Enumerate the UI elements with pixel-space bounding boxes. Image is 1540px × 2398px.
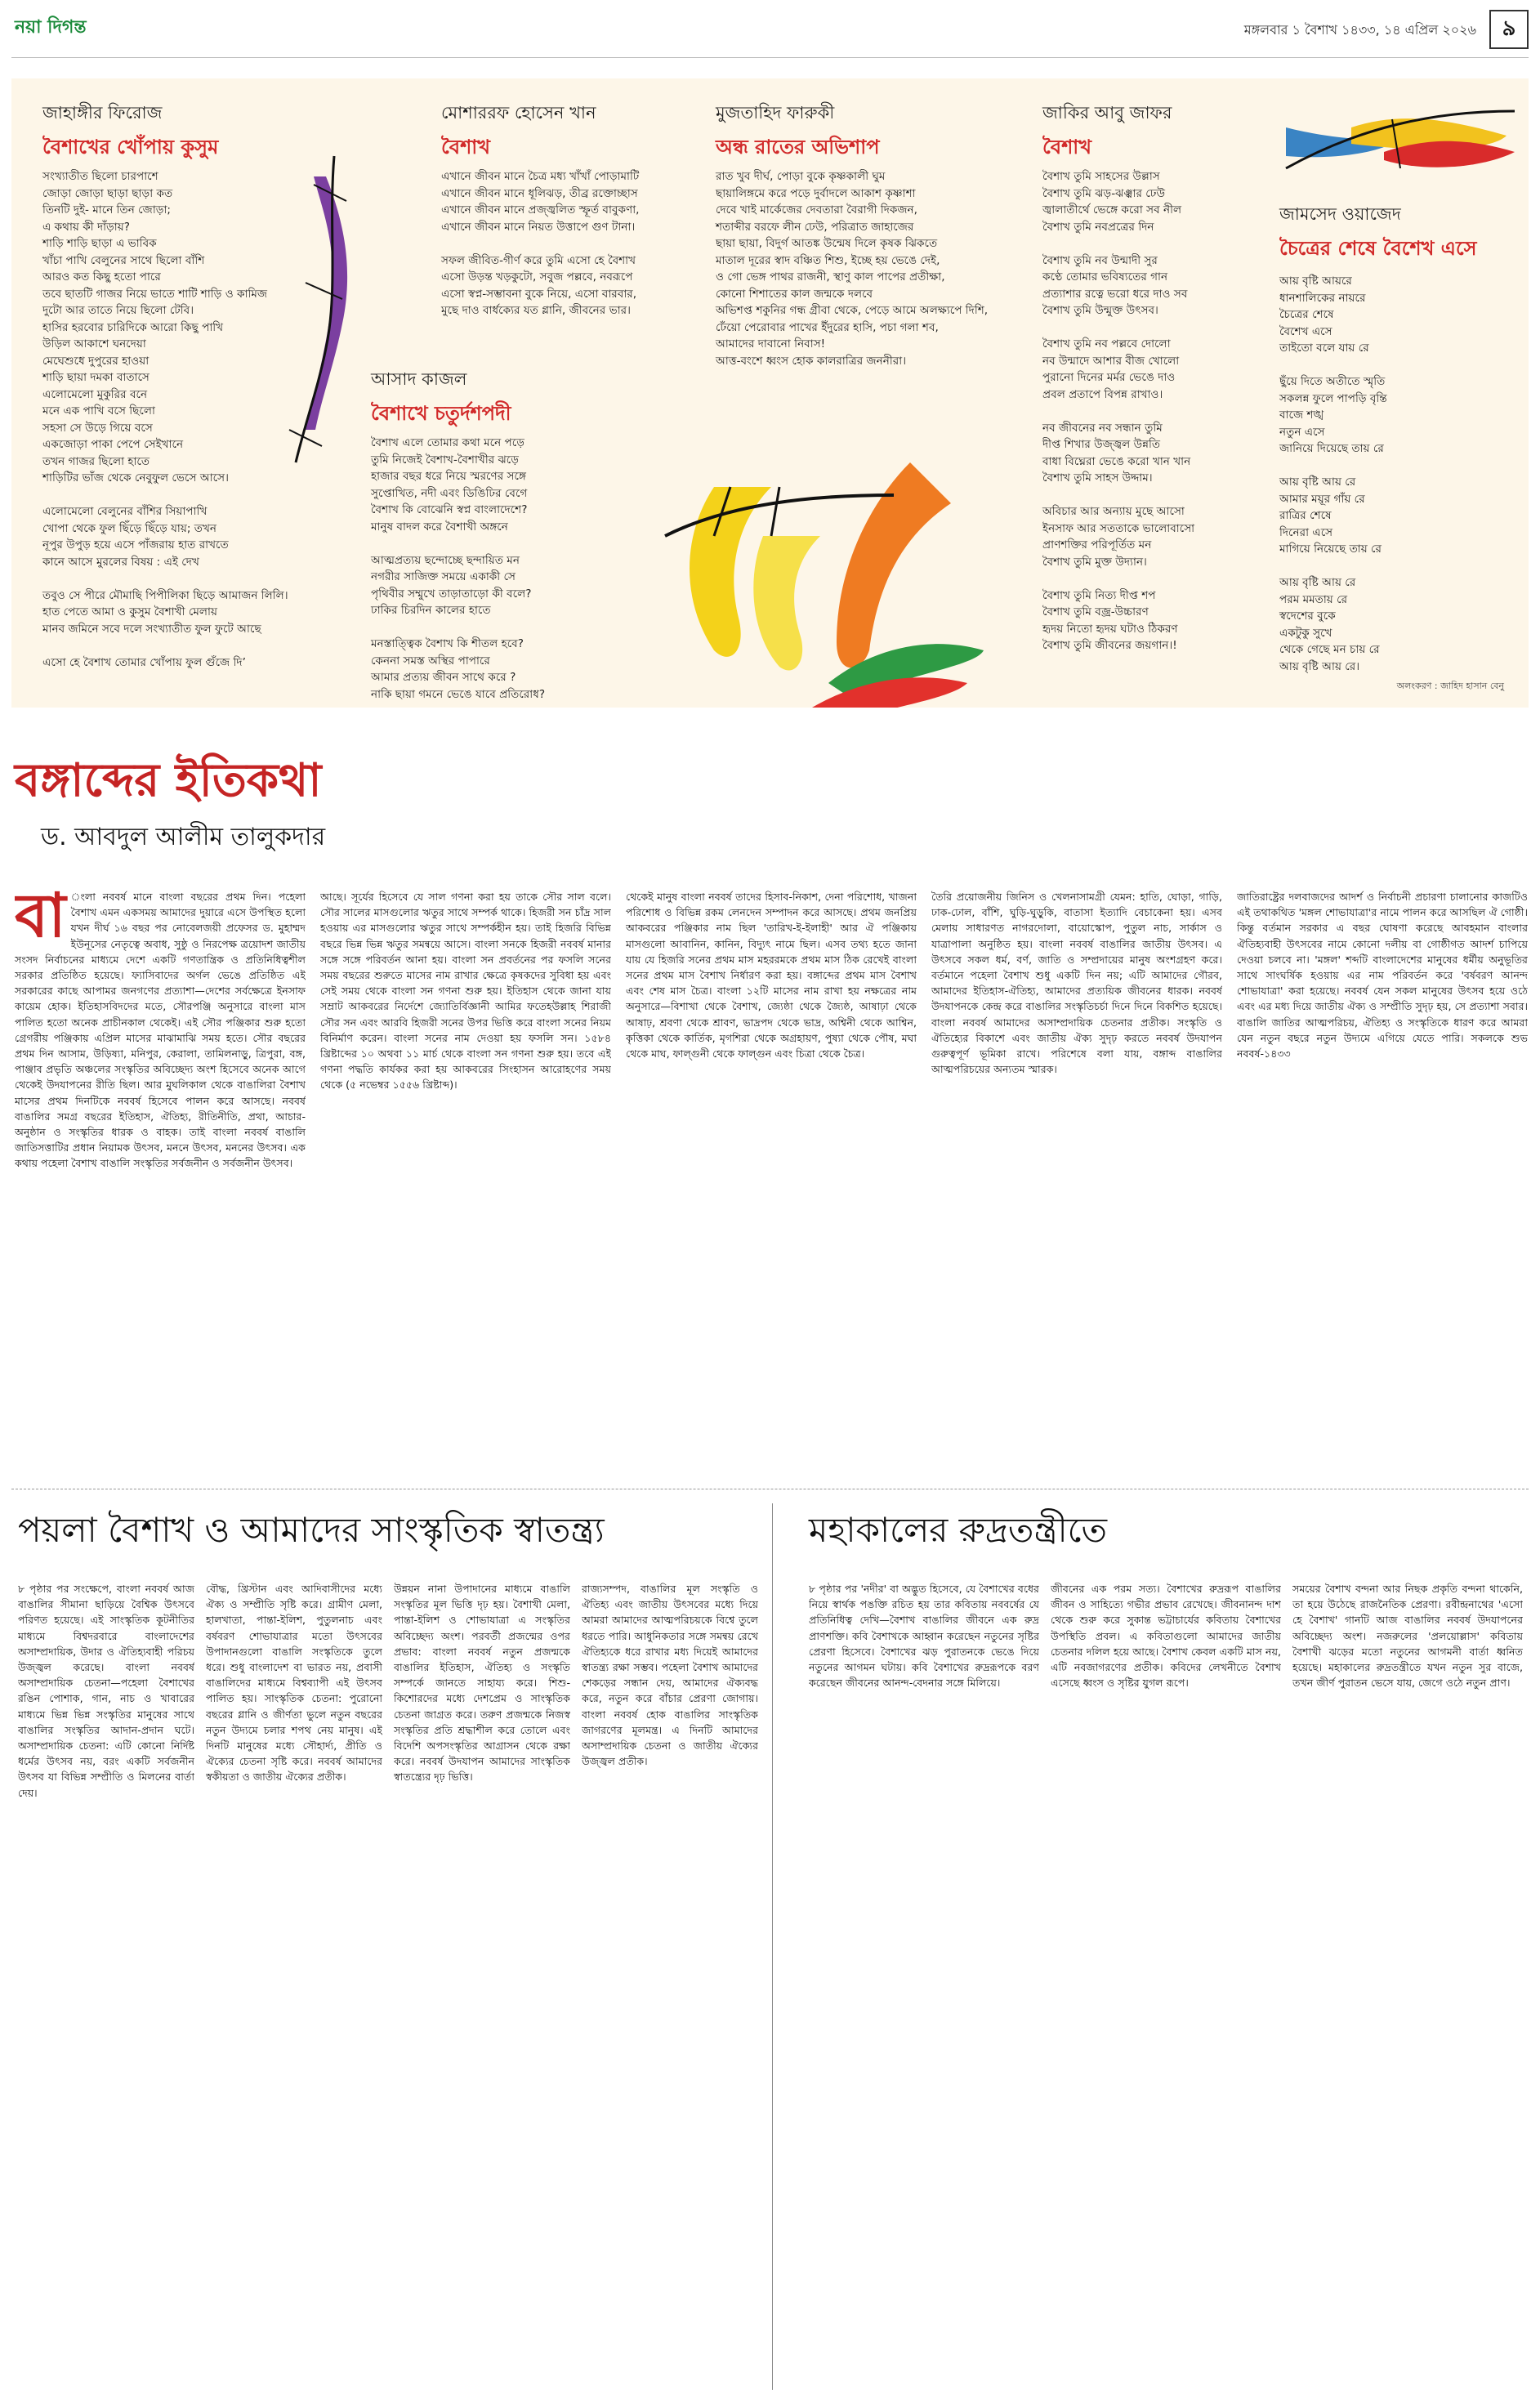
article-column <box>1292 1581 1523 2390</box>
article-column <box>582 1581 758 2390</box>
poet-name: আসাদ কাজল <box>371 369 467 389</box>
poet-name: জাকির আবু জাফর <box>1042 103 1172 123</box>
column-text: রাজ্যসম্পদ, বাঙালির মূল সংস্কৃতি ও ঐতিহ্য এবং জাতীয় উৎসবের মধ্যে দিয়ে আমরা আমাদের আত্মপরিচয়কে বিশ্বে তুলে ধরতে পারি। আধুনিকতার সঙ্গে সমন্বয় রেখে ঐতিহ্যকে ধরে রাখার মধ্য দিয়েই আমাদের স্বাতন্ত্র্য রক্ষা সম্ভব। পহেলা বৈশাখ আমাদের শেকড়ের সন্ধান দেয়, আমাদের ঐক্যবদ্ধ করে, নতুন করে বাঁচার প্রেরণা জোগায়। বাংলা নববর্ষ হোক বাঙালির সাংস্কৃতিক জাগরণের মূলমন্ত্র। এ দিনটি আমাদের অসাম্প্রদায়িক চেতনা ও জাতীয় ঐক্যের উজ্জ্বল প্রতীক। <box>582 1583 758 1768</box>
poem-body: এখানে জীবন মানে চৈত্র মধ্য খাঁখাঁ পোড়ামাটি এখানে জীবন মানে ধূলিঝড়, তীব্র রক্তোচ্ছাস এখানে জীবন মানে প্রজ্জ্বলিত স্ফূর্ত বাবুকণা, এখানে জীবন মানে নিয়ত উত্তাপে গুণ টানা। সফল জীবিত-গীর্ণ করে তুমি এসো হে বৈশাখ এসো উড়ন্ত খড়কুটো, সবুজ পল্লবে, নবরূপে এসো স্বপ্ন-সম্ভাবনা বুকে নিয়ে, এসো বারবার, মুছে দাও বার্ধক্যের যত গ্লানি, জীবনের ভার। <box>441 170 640 317</box>
column-text: জাতিরাষ্ট্রের দলবাজদের আদর্শ ও নির্বাচনী প্রচারণা চালানোর কাজটিও এই তথাকথিত 'মঙ্গল শোভাযাত্রা'র নামে পালন করে আসছিল ঐ গোষ্ঠী। কিন্তু বর্তমান সরকার এ বছর ঘোষণা করেছে আবহমান বাংলার ঐতিহ্যবাহী উৎসবের নামে কোনো দলীয় বা গোষ্ঠীগত আদর্শ চাপিয়ে দেওয়া চলবে না। 'মঙ্গল' শব্দটি বাংলাদেশের মানুষের ধর্মীয় অনুভূতির সাথে সাংঘর্ষিক হওয়ায় এর নাম পরিবর্তন করে 'বর্ষবরণ আনন্দ শোভাযাত্রা' করা হয়েছে। নববর্ষ যেন সকল মানুষের উৎসব হয়ে ওঠে এবং এর মধ্য দিয়ে জাতীয় ঐক্য ও সম্প্রীতি সুদৃঢ় হয়, সে প্রত্যাশা সবার। বাঙালি জাতির আত্মপরিচয়, ঐতিহ্য ও সংস্কৃতিকে ধারণ করে আমরা যেন নতুন বছরে নতুন উদ্যমে এগিয়ে যেতে পারি। সকলকে শুভ নববর্ষ-১৪৩৩ <box>1237 891 1528 1061</box>
poet-name: জামসেদ ওয়াজেদ <box>1279 204 1401 224</box>
article-column <box>15 889 306 1476</box>
column-text: আছে। সূর্যের হিসেবে যে সাল গণনা করা হয় তাকে সৌর সাল বলে। সৌর সালের মাসগুলোর ঋতুর সাথে সম্পর্ক থাকে। হিজরী সন চাঁদ্র সাল হওয়ায় এর মাসগুলোর ঋতুর সাথে সম্পর্কহীন হয়। তাই হিজরি বিভিন্ন বছরে ভিন্ন ভিন্ন ঋতুর সমন্বয়ে আসে। বাংলা সনকে হিজরী নববর্ষ মানার সঙ্গে সঙ্গে পরিবর্তন আনা হয়। বাংলা সন প্রবর্তনের পর ফসলি সনের সময় বছরের শুরুতে মাসের নাম রাখার ক্ষেত্রে কৃষকদের সুবিধা হয় এবং সেই সময় থেকে বাংলা সন গণনা শুরু হয়। ইতিহাস থেকে জানা যায় সম্রাট আকবরের নির্দেশে জ্যোতির্বিজ্ঞানী আমির ফতেহউল্লাহ শিরাজী সৌর সন এবং আরবি হিজরী সনের উপর ভিত্তি করে বাংলা সনের নিয়ম বিনির্মাণ করেন। বাংলা সনের নাম দেওয়া হয় ফসলি সন। ১৫৮৪ খ্রিষ্টাব্দের ১০ অথবা ১১ মার্চ থেকে বাংলা সন গণনা শুরু হয়। তবে এই গণনা পদ্ধতি কার্যকর করা হয় আকবরের সিংহাসন আরোহণের সময় থেকে (৫ নভেম্বর ১৫৫৬ খ্রিষ্টাব্দ)। <box>320 891 611 1092</box>
column-text: থেকেই মানুষ বাংলা নববর্ষ তাদের হিসাব-নিকাশ, দেনা পরিশোধ, খাজনা পরিশোধ ও বিভিন্ন রকম লেনদেন সম্পাদন করে আসছে। প্রথম জনপ্রিয় আকবরের পঞ্জিকার নাম ছিল 'তারিখ-ই-ইলাহী' আর ঐ পঞ্জিকায় মাসগুলো আবানিন, কানিন, বিদ্যুৎ নামে ছিল। এসব তথ্য হতে জানা যায় যে হিজরি সনের প্রথম মাস মহররমকে প্রথম মাস ঠিক রেখেই বাংলা সনের প্রথম মাস বৈশাখ নির্ধারণ করা হয়। বঙ্গাব্দের প্রথম মাস বৈশাখ এবং শেষ মাস চৈত্র। বাংলা ১২টি মাসের নাম রাখা হয় নক্ষত্রের নাম অনুসারে—বিশাখা থেকে বৈশাখ, জ্যেষ্ঠা থেকে জ্যৈষ্ঠ, আষাঢ়া থেকে আষাঢ়, শ্রবণা থেকে শ্রাবণ, ভাদ্রপদ থেকে ভাদ্র, অশ্বিনী থেকে আশ্বিন, কৃত্তিকা থেকে কার্তিক, মৃগশিরা থেকে অগ্রহায়ণ, পুষ্যা থেকে পৌষ, মঘা থেকে মাঘ, ফাল্গুনী থেকে ফাল্গুন এবং চিত্রা থেকে চৈত্র। <box>626 891 917 1061</box>
masthead <box>11 8 1529 58</box>
illustration-credit: অলংকরণ : জাহিদ হাসান বেনু <box>1396 681 1504 691</box>
poem-body: বৈশাখ এলে তোমার কথা মনে পড়ে তুমি নিজেই বৈশাখ-বৈশাখীর ঝড়ে হাজার বছর ধরে নিয়ে স্মরণের সঙ্গে সুপ্তোখিত, নদী এবং ডিঙিঢির বেগে বৈশাখ কি বোঝেনি স্বপ্ন বাংলাদেশে? মানুষ বাদল করে বৈশাখী অঙ্গনে আত্মপ্রত্যয় ছন্দোচ্ছে ছন্দায়িত মন নগরীর সাজিক্ত সময়ে একাকী সে পৃথিবীর সম্মুখে তাড়াতাড়ো কী বলে? ঢাকির চিরদিন কালের হাতে মনস্তাত্ত্বিক বৈশাখ কি শীতল হবে? কেননা সমস্ত অস্থির পাপারে আমার প্রত্যয় জীবন সাথে করে ? নাকি ছায়া গমনে ভেঙে যাবে প্রতিরোধ? <box>371 436 546 701</box>
poem-title: অন্ধ রাতের অভিশাপ <box>716 136 880 159</box>
article-column <box>206 1581 382 2390</box>
column-divider <box>772 1503 773 2390</box>
page-number: ৯ <box>1489 10 1529 49</box>
article-title: বঙ্গাব্দের ইতিকথা <box>15 753 322 807</box>
article-column <box>931 889 1222 1476</box>
newspaper-logo: নয়া দিগন্ত <box>15 16 87 38</box>
poem-body: সংখ্যাতীত ছিলো চারপাশে জোড়া জোড়া ছাড়া ছাড়া কত তিনটি দুই- মানে তিন জোড়া; এ কথায় কী দাঁড়ায়? শাড়ি শাড়ি ছাড়া এ ভাবিক খাঁচা পাখি বেলুনের সাথে ছিলো বাঁশি আরও কত কিছু হতো পারে তবে ছাতটি গাজর নিয়ে ভাতে শাটি শাড়ি ও কামিজ দুটো আর তাতে নিয়ে ছিলো টেবি। হাসির হরবোর চারিদিকে আরো কিছু পাখি উড়িল আকাশে ঘনদেয়া মেঘেশুধে দুপুরের হাওয়া শাড়ি ছায়া দমকা বাতাসে এলোমেলো মুকুরির বনে মনে এক পাখি বসে ছিলো সহসা সে উড়ে গিয়ে বসে একজোড়া পাকা পেপে সেইখানে তখন গাজর ছিলো হাতে শাড়িটির ভাঁজ থেকে নেবুফুল ভেসে আসে। এলোমেলো বেলুনের বাঁশির সিয়াপাখি খোপা থেকে ফুল ছিঁড়ে ছিঁড়ে যায়; তখন নূপুর উপুড় হয়ে এসে পাঁজরায় হাত রাখতে কানে আসে মুরলের বিষয় : এই দেখ তবুও সে পীরে মৌমাছি পিপীলিকা ছিড়ে আমাজন লিলি। হাত পেতে আমা ও কুসুম বৈশাখী মেলায় মানব জমিনে সবে দলে সংখ্যাতীত ফুল ফুটে আছে এসো হে বৈশাখ তোমার খোঁপায় ফুল গুঁজে দি’ <box>42 170 288 669</box>
article-column <box>320 889 611 1476</box>
poet-name: জাহাঙ্গীর ফিরোজ <box>42 103 163 123</box>
poem-panel <box>11 78 1529 708</box>
poem-body: বৈশাখ তুমি সাহসের উল্লাস বৈশাখ তুমি ঝড়-ঝঞ্ঝার ঢেউ জ্বালাতীর্থে ভেঙ্গে করো সব নীল বৈশাখ তুমি নবপ্রত্রের দিন বৈশাখ তুমি নব উন্মাদী সুর কণ্ঠে তোমার ভবিষ্যতের গান প্রত্যাশার রত্নে ভরো ধরে দাও সব বৈশাখ তুমি উন্মুক্ত উৎসব। বৈশাখ তুমি নব পল্লবে দোলো নব উন্মাদে আশার বীজ খোলো পুরানো দিনের মর্মর ভেঙে দাও প্রবল প্রতাপে বিপন্ন রাখাও। নব জীবনের নব সন্ধান তুমি দীপ্ত শিখার উজ্জ্বল উন্নতি বাধা বিঘ্নেরা ভেঙে করো খান খান বৈশাখ তুমি সাহস উদ্দাম। অবিচার আর অন্যায় মুছে আসো ইনসাফ আর সততাকে ভালোবাসো প্রাণশক্তির পরিপূর্তিত মন বৈশাখ তুমি মুক্ত উদ্যান। বৈশাখ তুমি নিত্য দীপ্ত শপ বৈশাখ তুমি বজ্র-উচ্চারণ হৃদয় নিতো হৃদয় ঘটাও ঠিকরণ বৈশাখ তুমি জীবনের জয়গান।! <box>1042 170 1195 652</box>
poem-title: বৈশাখের খোঁপায় কুসুম <box>42 136 219 159</box>
poem-body: রাত খুব দীর্ঘ, পোড়া বুকে কৃষ্ণকালী ঘুম ছায়ালিঙ্গমে করে পড়ে দুর্বাদলে আকাশ কৃষ্ণাশা দেবে খাই মার্কেজের দেবতারা বৈরাগী দিকজন, শতাব্দীর বরফে লীন ঢেউ, পরিত্রাত জাহাজের ছায়া ছায়া, বিদুর্গ আতঙ্ক উন্মেষ দিলে কৃষক ঝিকতে মাতাল দূরের স্বাদ বঞ্চিত শিশু, ইচ্ছে হয় ভেঙে দেই, ও গো ভেঙ্গ পাথর রাজনী, স্থাণু কাল পাপের প্রতীক্ষা, কোনো শিশাতের কাল জন্মকে দলবে অভিশপ্ত শকুনির গন্ধ গ্রীবা থেকে, পেড়ে আমে অলক্ষ্যপে দিশি, ঢেঁয়ো পেরোবার পাখের ইঁদুরের হাসি, পচা গলা শব, আমাদের দাবানো নিবাস! আত্ত-বংশে ধ্বংস হোক কালরাত্রির জননীরা। <box>716 170 989 368</box>
column-text: উন্নয়ন নানা উপাদানের মাধ্যমে বাঙালি সংস্কৃতির মূল ভিত্তি দৃঢ় হয়। বৈশাখী মেলা, পান্তা-ইলিশ ও শোভাযাত্রা এ সংস্কৃতির অবিচ্ছেদ্য অংশ। পরবর্তী প্রজন্মের ওপর প্রভাব: বাংলা নববর্ষ নতুন প্রজন্মকে বাঙালির ইতিহাস, ঐতিহ্য ও সংস্কৃতি সম্পর্কে জানতে সাহায্য করে। শিশু-কিশোরদের মধ্যে দেশপ্রেম ও সাংস্কৃতিক চেতনা জাগ্রত করে। তরুণ প্রজন্মকে নিজস্ব সংস্কৃতির প্রতি শ্রদ্ধাশীল করে তোলে এবং বিদেশি অপসংস্কৃতির আগ্রাসন থেকে রক্ষা করে। নববর্ষ উদযাপন আমাদের সাংস্কৃতিক স্বাতন্ত্র্যের দৃঢ় ভিত্তি। <box>394 1583 570 1784</box>
poem-title: বৈশাখ <box>1042 136 1091 159</box>
column-text: সময়ের বৈশাখ বন্দনা আর নিছক প্রকৃতি বন্দনা থাকেনি, তা হয়ে উঠেছে রাজনৈতিক প্রেরণা। রবীন্দ্রনাথের 'এসো হে বৈশাখ' গানটি আজ বাঙালির নববর্ষ উদযাপনের অবিচ্ছেদ্য অংশ। নজরুলের 'প্রলয়োল্লাস' কবিতায় বৈশাখী ঝড়ের মতো নতুনের আগমনী বার্তা ধ্বনিত হয়েছে। মহাকালের রুদ্রতন্ত্রীতে যখন নতুন সুর বাজে, তখন জীর্ণ পুরাতন ভেসে যায়, জেগে ওঠে নতুন প্রাণ। <box>1292 1583 1523 1690</box>
article-column <box>18 1581 194 2390</box>
poem-body: আয় বৃষ্টি আয়রে ধানশালিকের নায়রে চৈত্রের শেষে বৈশেখ এসে তাইতো বলে যায় রে ছুঁয়ে দিতে অতীতে স্মৃতি সকলন্ন ফুলে পাপড়ি বৃন্তি বাজে শঙ্খ নতুন এসে জানিয়ে দিয়েছে তায় রে আয় বৃষ্টি আয় রে আমার ময়ূর গাঁয় রে রাত্রির শেষে দিনেরা এসে মাগিয়ে নিয়েছে তায় রে আয় বৃষ্টি আয় রে পরম মমতায় রে স্বদেশের বুকে একটুকু সুখে থেকে গেছে মন চায় রে আয় বৃষ্টি আয় রে। <box>1279 275 1387 673</box>
dropcap: বা <box>15 889 66 951</box>
column-text: বৌদ্ধ, খ্রিস্টান এবং আদিবাসীদের মধ্যে ঐক্য ও সম্প্রীতি সৃষ্টি করে। গ্রামীণ মেলা, হালখাতা, পান্তা-ইলিশ, পুতুলনাচ এবং বর্ষবরণ শোভাযাত্রার মতো উৎসবের উপাদানগুলো বাঙালি সংস্কৃতিকে তুলে ধরে। শুধু বাংলাদেশ বা ভারত নয়, প্রবাসী বাঙালিদের মাধ্যমে বিশ্বব্যাপী এই উৎসব পালিত হয়। সাংস্কৃতিক চেতনা: পুরোনো বছরের গ্লানি ও জীর্ণতা ভুলে নতুন বছরের নতুন উদ্যমে চলার শপথ নেয় মানুষ। এই দিনটি মানুষের মধ্যে সৌহার্দ্য, প্রীতি ও ঐক্যের চেতনা সৃষ্টি করে। নববর্ষ আমাদের স্বকীয়তা ও জাতীয় ঐক্যের প্রতীক। <box>206 1583 382 1784</box>
article-column <box>1237 889 1528 1476</box>
column-text: ংলা নববর্ষ মানে বাংলা বছরের প্রথম দিন। পহেলা বৈশাখ এমন একসময় আমাদের দুয়ারে এসে উপস্থিত হলো যখন দীর্ঘ ১৬ বছর পর নোবেলজয়ী প্রফেসর ড. মুহাম্মদ ইউনূসের নেতৃত্বে অবাধ, সুষ্ঠু ও নিরপেক্ষ ত্রয়োদশ জাতীয় সংসদ নির্বাচনের মাধ্যমে দেশে একটি গণতান্ত্রিক ও প্রতিনিধিত্বশীল সরকার প্রতিষ্ঠিত হয়েছে। ফ্যাসিবাদের অর্গল ভেঙে প্রতিষ্ঠিত এই সরকারের কাছে আপামর জনগণের প্রত্যাশা—দেশের সর্বক্ষেত্রে ইনসাফ কায়েম হোক। ইতিহাসবিদদের মতে, সৌরপঞ্জি অনুসারে বাংলা মাস পালিত হতো অনেক প্রাচীনকাল থেকেই। এই সৌর পঞ্জিকার শুরু হতো গ্রেগরীয় পঞ্জিকায় এপ্রিল মাসের মাঝামাঝি সময় হতে। সৌর বছরের প্রথম দিন আসাম, উড়িষ্যা, মনিপুর, কেরালা, তামিলনাড়ু, ত্রিপুরা, বঙ্গ, পাঞ্জাব প্রভৃতি অঞ্চলের সংস্কৃতির অবিচ্ছেদ্য অংশ হিসেবে অনেক আগে থেকেই উদযাপনের রীতি ছিল। আর মুঘলিকাল থেকে বাঙালিরা বৈশাখ মাসের প্রথম দিনটিকে নববর্ষ হিসেবে পালন করে আসছে। নববর্ষ বাঙালির সমগ্র বছরের ইতিহাস, ঐতিহ্য, রীতিনীতি, প্রথা, আচার-অনুষ্ঠান ও সংস্কৃতির ধারক ও বাহক। তাই বাংলা নববর্ষ বাঙালি জাতিসত্তাটির প্রধান নিয়ামক উৎসব, মননে উৎসব, মননের উৎসব। এক কথায় পহেলা বৈশাখ বাঙালি সংস্কৃতির সর্বজনীন ও সর্বজনীন উৎসব। <box>15 891 306 1170</box>
article-column <box>809 1581 1039 2390</box>
article-column <box>394 1581 570 2390</box>
article-title: পয়লা বৈশাখ ও আমাদের সাংস্কৃতিক স্বাতন্ত্র্য <box>18 1510 605 1550</box>
poem-title: বৈশাখ <box>441 136 490 159</box>
article-column <box>626 889 917 1476</box>
article-column <box>1051 1581 1281 2390</box>
column-text: ৮ পৃষ্ঠার পর সংক্ষেপে, বাংলা নববর্ষ আজ বাঙালির সীমানা ছাড়িয়ে বৈশ্বিক উৎসবে পরিণত হয়েছে। এই সাংস্কৃতিক কূটনীতির মাধ্যমে বিশ্বদরবারে বাংলাদেশের অসাম্প্রদায়িক, উদার ও ঐতিহ্যবাহী পরিচয় উজ্জ্বল করেছে। বাংলা নববর্ষ অসাম্প্রদায়িক চেতনা—পহেলা বৈশাখের রঙিন পোশাক, গান, নাচ ও খাবারের মাধ্যমে ভিন্ন ভিন্ন সংস্কৃতির মানুষের সাথে বাঙালির সংস্কৃতির আদান-প্রদান ঘটে। অসাম্প্রদায়িক চেতনা: এটি কোনো নির্দিষ্ট ধর্মের উৎসব নয়, বরং একটি সর্বজনীন উৎসব যা বিভিন্ন সম্প্রীতি ও মিলনের বার্তা দেয়। <box>18 1583 194 1799</box>
poem-title: চৈত্রের শেষে বৈশেখ এসে <box>1279 237 1477 260</box>
article-author: ড. আবদুল আলীম তালুকদার <box>41 823 326 851</box>
column-text: ৮ পৃষ্ঠার পর 'নদীর' বা অদ্ভুত হিসেবে, যে বৈশাখের বধের নিয়ে স্বার্থক পঙক্তি রচিত হয় তার কবিতায় নববর্ষের যে প্রতিনিধিত্ব দেখি—বৈশাখ বাঙালির জীবনে এক রুদ্র প্রাণশক্তি। কবি বৈশাখকে আহ্বান করেছেন নতুনের সৃষ্টির প্রেরণা হিসেবে। বৈশাখের ঝড় পুরাতনকে ভেঙে দিয়ে নতুনের আগমন ঘটায়। কবি বৈশাখের রুদ্ররূপকে বরণ করেছেন জীবনের আনন্দ-বেদনার সঙ্গে মিলিয়ে। <box>809 1583 1039 1690</box>
column-text: জীবনের এক পরম সত্য। বৈশাখের রুদ্ররূপ বাঙালির জীবন ও সাহিত্যে গভীর প্রভাব রেখেছে। জীবনানন্দ দাশ থেকে শুরু করে সুকান্ত ভট্টাচার্যের কবিতায় বৈশাখের উপস্থিতি প্রবল। এ কবিতাগুলো আমাদের জাতীয় চেতনার দলিল হয়ে আছে। বৈশাখ কেবল একটি মাস নয়, এটি নবজাগরণের প্রতীক। কবিদের লেখনীতে বৈশাখ এসেছে ধ্বংস ও সৃষ্টির যুগল রূপে। <box>1051 1583 1281 1690</box>
poet-name: মুজতাহিদ ফারুকী <box>716 103 835 123</box>
poem-title: বৈশাখে চতুর্দশপদী <box>371 402 511 425</box>
article-title: মহাকালের রুদ্রতন্ত্রীতে <box>809 1510 1107 1550</box>
column-text: তৈরি প্রয়োজনীয় জিনিস ও খেলনাসামগ্রী যেমন: হাতি, ঘোড়া, গাড়ি, ঢাক-ঢোল, বাঁশি, ঘুড়ি-ঘুড়ুকি, বাতাসা ইত্যাদি বেচাকেনা হয়। এসব মেলায় সাধারণত নাগরদোলা, বায়োস্কোপ, পুতুল নাচ, সার্কাস ও যাত্রাপালা অনুষ্ঠিত হয়। বাংলা নববর্ষ বাঙালির জাতীয় উৎসব। এ উৎসবে সকল ধর্ম, বর্ণ, জাতি ও সম্প্রদায়ের মানুষ অংশগ্রহণ করে। বর্তমানে পহেলা বৈশাখ শুধু একটি দিন নয়; এটি আমাদের গৌরব, আমাদের ইতিহাস-ঐতিহ্য, আমাদের প্রত্যয়িক জীবনের ধারক। নববর্ষ উদযাপনকে কেন্দ্র করে বাঙালির সংস্কৃতিচর্চা দিনে দিনে বিকশিত হয়েছে। বাংলা নববর্ষ আমাদের অসাম্প্রদায়িক চেতনার প্রতীক। সংস্কৃতি ও ঐতিহ্যের বিকাশে এবং জাতীয় ঐক্য সুদৃঢ় করতে নববর্ষ উদযাপন গুরুত্বপূর্ণ ভূমিকা রাখে। পরিশেষে বলা যায়, বঙ্গাব্দ বাঙালির আত্মপরিচয়ের অন্যতম স্মারক। <box>931 891 1222 1076</box>
dateline: মঙ্গলবার ১ বৈশাখ ১৪৩৩, ১৪ এপ্রিল ২০২৬ <box>1243 22 1476 38</box>
poet-name: মোশাররফ হোসেন খান <box>441 103 596 123</box>
